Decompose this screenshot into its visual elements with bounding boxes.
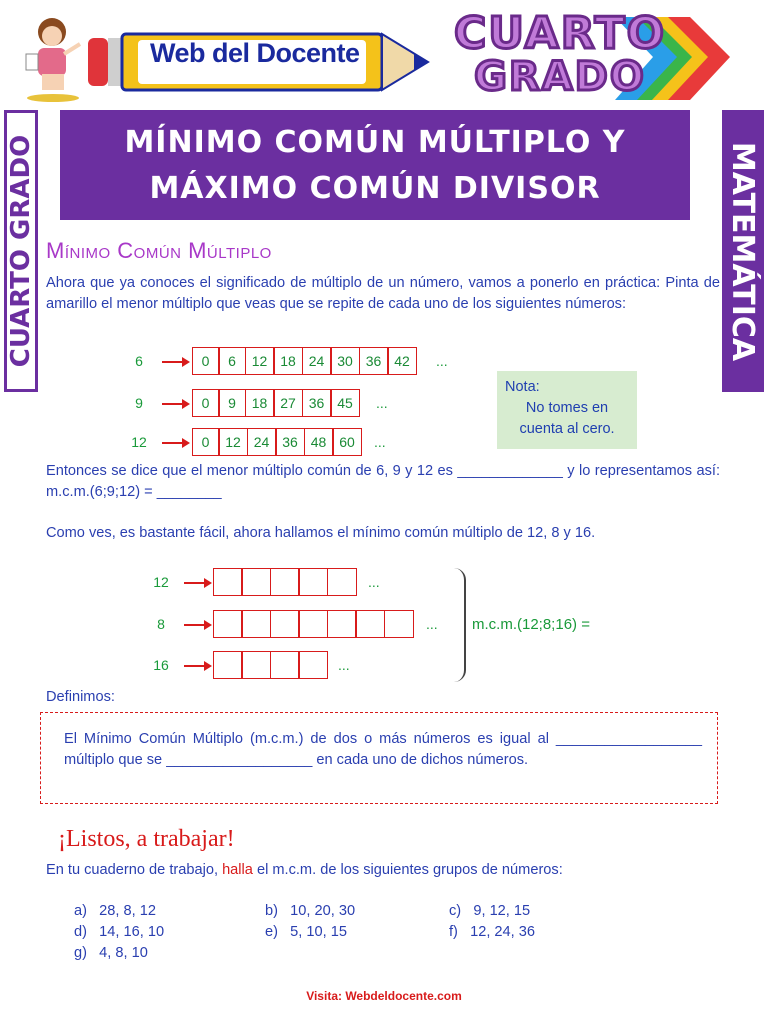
empty-cell bbox=[270, 610, 300, 638]
sequence-cell: 18 bbox=[245, 389, 275, 417]
brand-name: Web del Docente bbox=[150, 38, 360, 68]
sequence-cell: 48 bbox=[304, 428, 334, 456]
empty-cell bbox=[298, 651, 328, 679]
task-text-before: En tu cuaderno de trabajo, bbox=[46, 862, 223, 878]
teacher-illustration bbox=[22, 14, 84, 102]
curly-brace bbox=[450, 568, 466, 682]
note-title: Nota: bbox=[505, 379, 540, 395]
grade-title-line1: CUARTO bbox=[453, 8, 667, 59]
sequence-cell: 45 bbox=[330, 389, 360, 417]
continuation-dots: ... bbox=[374, 434, 386, 450]
side-banner-subject bbox=[722, 110, 764, 392]
sequence-cell: 0 bbox=[192, 389, 220, 417]
arrow-icon bbox=[184, 624, 210, 626]
exercise-item bbox=[449, 903, 530, 919]
empty-cell bbox=[213, 610, 243, 638]
exercise-item bbox=[449, 924, 535, 940]
empty-cell bbox=[270, 568, 300, 596]
exercise-numbers: 4, 8, 10 bbox=[99, 945, 148, 961]
sequence-cells bbox=[193, 428, 362, 456]
empty-cells bbox=[214, 610, 414, 638]
sequence-cell: 12 bbox=[245, 347, 275, 375]
empty-cell bbox=[355, 610, 385, 638]
sequence-cells bbox=[193, 389, 360, 417]
sequence-cell: 0 bbox=[192, 428, 220, 456]
footer-link[interactable]: Visita: Webdeldocente.com bbox=[306, 989, 462, 1003]
exercise-letter: e) bbox=[265, 924, 278, 940]
exercise-numbers: 14, 16, 10 bbox=[99, 924, 165, 940]
definition-text: El Mínimo Común Múltiplo (m.c.m.) de dos o más números es igual al __________________ múltiplo que se __________________ en cada uno de dichos números. bbox=[64, 731, 702, 768]
exercise-letter: f) bbox=[449, 924, 458, 940]
exercise-item bbox=[74, 924, 164, 940]
exercise-letter: a) bbox=[74, 903, 87, 919]
empty-cell bbox=[298, 610, 328, 638]
exercise-numbers: 9, 12, 15 bbox=[473, 903, 531, 919]
sequence-cell: 36 bbox=[275, 428, 305, 456]
arrow-icon bbox=[162, 361, 188, 363]
practice-intro: Como ves, es bastante fácil, ahora hallamos el mínimo común múltiplo de 12, 8 y 16. bbox=[46, 525, 596, 541]
arrow-icon bbox=[184, 665, 210, 667]
sequence-cell: 30 bbox=[330, 347, 360, 375]
continuation-dots: ... bbox=[376, 395, 388, 411]
empty-cell bbox=[241, 610, 271, 638]
side-banner-subject-text: MATEMÁTICA bbox=[725, 141, 761, 361]
task-highlight: halla bbox=[222, 862, 253, 878]
exercise-numbers: 12, 24, 36 bbox=[470, 924, 536, 940]
sequence-cell: 0 bbox=[192, 347, 220, 375]
sequence-cell: 27 bbox=[273, 389, 303, 417]
empty-cell bbox=[327, 610, 357, 638]
exercise-letter: b) bbox=[265, 903, 278, 919]
sequence-label: 6 bbox=[135, 353, 143, 369]
side-banner-grade-text: CUARTO GRADO bbox=[6, 134, 36, 368]
sequence-cell: 12 bbox=[218, 428, 248, 456]
side-banner-grade bbox=[4, 110, 38, 392]
practice-label: 16 bbox=[153, 657, 169, 673]
exercise-numbers: 10, 20, 30 bbox=[290, 903, 356, 919]
sequence-cell: 6 bbox=[218, 347, 246, 375]
empty-cell bbox=[384, 610, 414, 638]
empty-cells bbox=[214, 568, 357, 596]
empty-cell bbox=[213, 568, 243, 596]
sequence-cell: 9 bbox=[218, 389, 246, 417]
continuation-dots: ... bbox=[426, 616, 438, 632]
note-line: No tomes en bbox=[525, 400, 609, 416]
practice-label: 12 bbox=[153, 574, 169, 590]
sequence-cell: 42 bbox=[387, 347, 417, 375]
empty-cell bbox=[270, 651, 300, 679]
arrow-icon bbox=[162, 442, 188, 444]
note-box bbox=[497, 371, 637, 449]
defining-label: Definimos: bbox=[46, 689, 115, 705]
task-text-after: el m.c.m. de los siguientes grupos de números: bbox=[252, 862, 563, 878]
exercise-letter: d) bbox=[74, 924, 87, 940]
section-title: Mínimo Común Múltiplo bbox=[46, 238, 272, 263]
sequence-label: 9 bbox=[135, 395, 143, 411]
practice-label: 8 bbox=[157, 616, 165, 632]
sequence-cell: 36 bbox=[302, 389, 332, 417]
sequence-cell: 60 bbox=[332, 428, 362, 456]
grade-title-line2: GRADO bbox=[474, 54, 646, 100]
empty-cell bbox=[298, 568, 328, 596]
exercise-numbers: 28, 8, 12 bbox=[99, 903, 156, 919]
exercise-item bbox=[265, 903, 355, 919]
sequence-cell: 24 bbox=[302, 347, 332, 375]
continuation-dots: ... bbox=[436, 353, 448, 369]
sequence-cell: 36 bbox=[359, 347, 389, 375]
arrow-icon bbox=[162, 403, 188, 405]
continuation-dots: ... bbox=[368, 574, 380, 590]
mcm-equation: m.c.m.(12;8;16) = bbox=[472, 616, 590, 633]
ready-heading: ¡Listos, a trabajar! bbox=[58, 826, 235, 852]
empty-cell bbox=[327, 568, 357, 596]
statement-paragraph: Entonces se dice que el menor múltiplo común de 6, 9 y 12 es _____________ y lo representamos así: m.c.m.(6;9;12) = ________ bbox=[46, 463, 720, 500]
exercise-item bbox=[265, 924, 347, 940]
sequence-cells bbox=[193, 347, 417, 375]
sequence-label: 12 bbox=[131, 434, 147, 450]
empty-cell bbox=[241, 651, 271, 679]
page-title bbox=[60, 110, 690, 220]
sequence-cell: 18 bbox=[273, 347, 303, 375]
empty-cell bbox=[213, 651, 243, 679]
exercise-item bbox=[74, 903, 156, 919]
note-line: cuenta al cero. bbox=[519, 421, 615, 437]
exercise-letter: c) bbox=[449, 903, 462, 919]
task-instruction bbox=[46, 862, 563, 878]
empty-cell bbox=[241, 568, 271, 596]
intro-paragraph: Ahora que ya conoces el significado de múltiplo de un número, vamos a ponerlo en práctica: Pinta de amarillo el menor múltiplo que veas que se repite de cada uno de los siguientes números: bbox=[46, 275, 720, 312]
arrow-icon bbox=[184, 582, 210, 584]
continuation-dots: ... bbox=[338, 657, 350, 673]
exercise-letter: g) bbox=[74, 945, 87, 961]
exercise-item bbox=[74, 945, 148, 961]
empty-cells bbox=[214, 651, 328, 679]
page-title-line1: MÍNIMO COMÚN MÚLTIPLO Y bbox=[124, 125, 626, 160]
exercise-numbers: 5, 10, 15 bbox=[290, 924, 347, 940]
page-title-line2: MÁXIMO COMÚN DIVISOR bbox=[149, 171, 601, 206]
sequence-cell: 24 bbox=[247, 428, 277, 456]
